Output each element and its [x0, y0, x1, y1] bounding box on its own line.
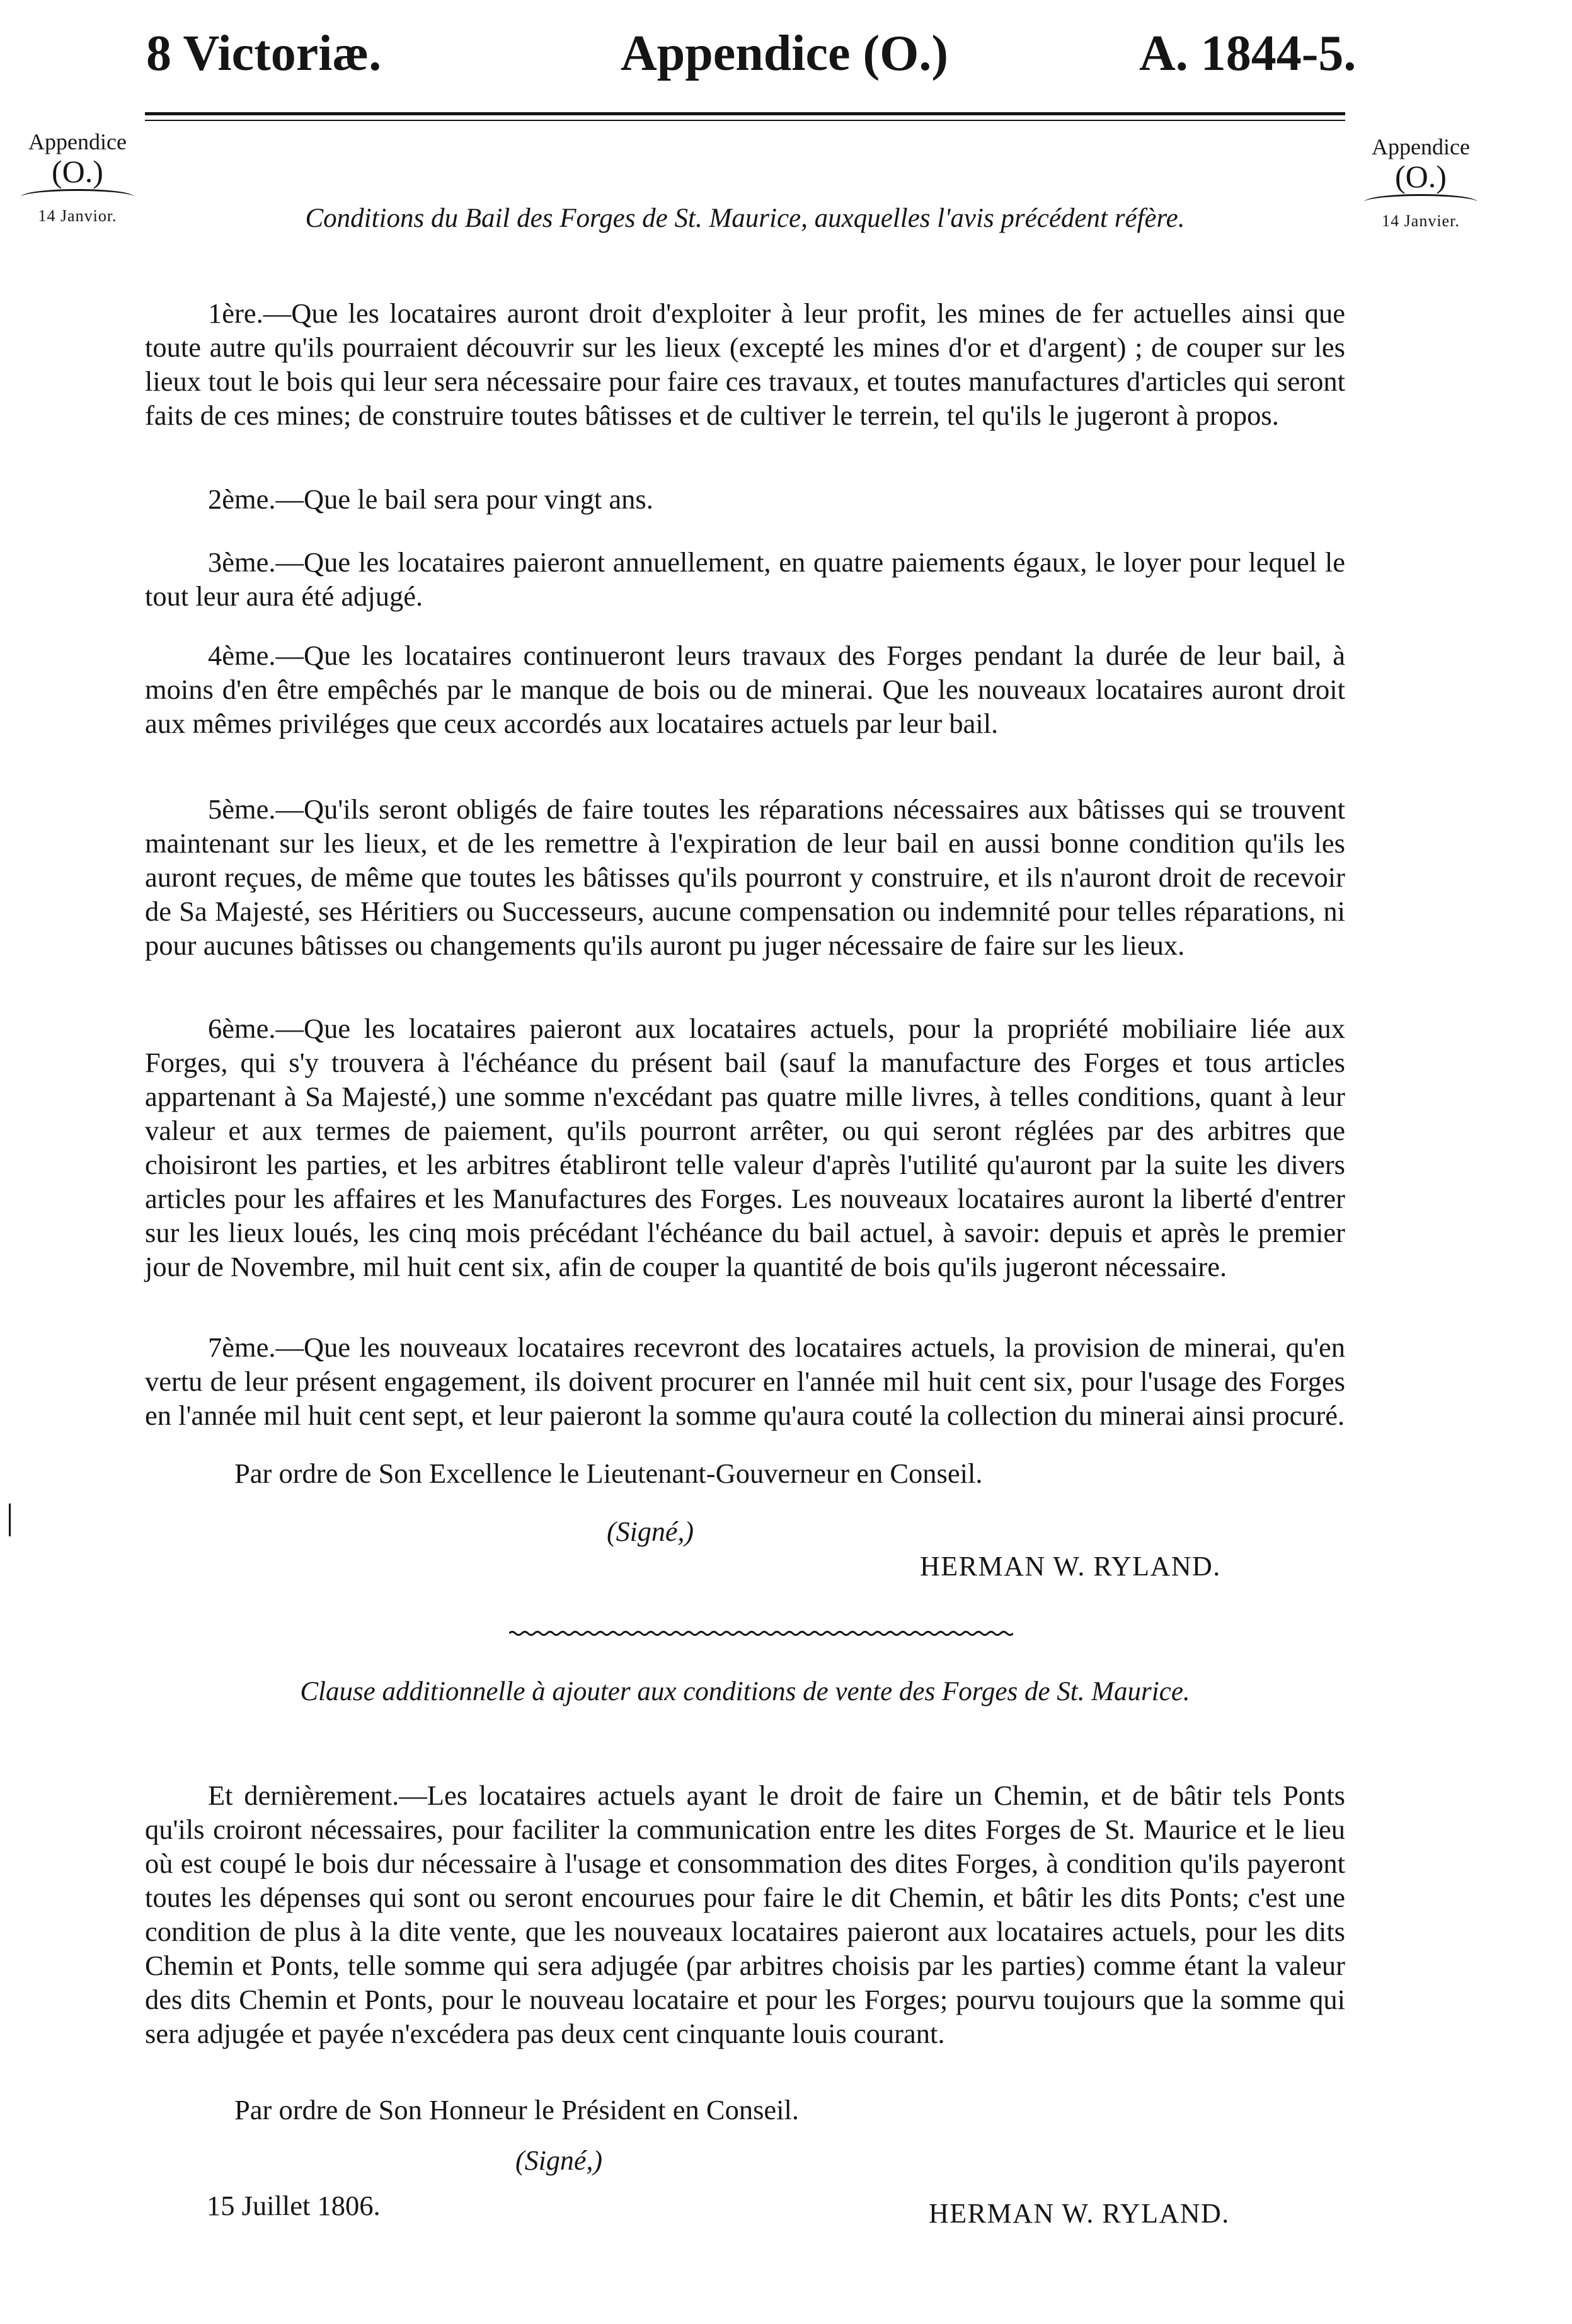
condition-paragraph-7: 7ème.—Que les nouveaux locataires recevront des locataires actuels, la provision de minerai, qu'en vertu de leur présent engagement, ils doivent procurer en l'année mil huit cent six, pour l'usage des Forges en l'année mil huit cent sept, et leur paieront la somme qu'aura couté la collection du minerai ainsi procuré.: [145, 1331, 1345, 1431]
condition-paragraph-1: 1ère.—Que les locataires auront droit d'exploiter à leur profit, les mines de fer actuelles ainsi que toute autre qu'ils pourraient découvrir sur les lieux (excepté les mines d'or et d'argent) ; de couper sur les lieux tout le bois qui leur sera nécessaire pour faire ces travaux, et toutes manufactures d'articles qui seront faits de ces mines; de construire toutes bâtisses et de cultiver le terrein, tel qu'ils le jugeront à propos.: [145, 297, 1345, 431]
condition-paragraph-4: 4ème.—Que les locataires continueront leurs travaux des Forges pendant la durée de leur bail, à moins d'en être empêchés par le manque de bois ou de minerai. Que les nouveaux locataires auront droit aux mêmes priviléges que ceux accordés aux locataires actuels par leur bail.: [145, 639, 1345, 739]
condition-paragraph-6: 6ème.—Que les locataires paieront aux locataires actuels, pour la propriété mobiliaire liée aux Forges, qui s'y trouvera à l'échéance du présent bail (sauf la manufacture des Forges et tous articles appartenant à Sa Majesté,) une somme n'excédant pas quatre mille livres, à telles conditions, quant à leur valeur et aux termes de paiement, qu'ils pourront arrêter, ou qui seront réglées par des arbitres que choisiront les parties, et les arbitres établiront telle valeur d'après l'utilité qu'auront par la suite les divers articles pour les affaires et les Manufactures des Forges. Les nouveaux locataires auront la liberté d'entrer sur les lieux loués, les cinq mois précédant l'échéance du bail actuel, à savoir: depuis et après le premier jour de Novembre, mil huit cent six, afin de couper la quantité de bois qu'ils jugeront nécessaire.: [145, 1012, 1345, 1282]
signatory-name: HERMAN W. RYLAND.: [929, 2198, 1230, 2229]
margin-appendix-mark: (O.): [52, 153, 103, 189]
brace-icon: [1364, 194, 1477, 210]
section-heading-clause: Clause additionnelle à ajouter aux conditions de vente des Forges de St. Maurice.: [300, 1677, 1190, 1706]
condition-paragraph-5: 5ème.—Qu'ils seront obligés de faire toutes les réparations nécessaires aux bâtisses qui se trouvent maintenant sur les lieux, et de les remettre à l'expiration de leur bail en aussi bonne condition qu'ils les auront reçues, de même que toutes les bâtisses qu'ils pourront y construire, et ils n'auront droit de recevoir de Sa Majesté, ses Héritiers ou Successeurs, aucune compensation ou indemnité pour telles réparations, ni pour aucunes bâtisses ou changements qu'ils auront pu juger nécessaire de faire sur les lieux.: [145, 793, 1345, 961]
document-date: 15 Juillet 1806.: [207, 2190, 381, 2221]
margin-appendix-label: Appendice: [28, 129, 127, 154]
order-line: Par ordre de Son Excellence le Lieutenant-Gouverneur en Conseil.: [234, 1458, 983, 1489]
margin-date: 14 Janvior.: [38, 207, 117, 226]
condition-paragraph-2: 2ème.—Que le bail sera pour vingt ans.: [208, 483, 653, 515]
section-heading-conditions: Conditions du Bail des Forges de St. Maurice, auxquelles l'avis précédent réfère.: [305, 204, 1185, 233]
margin-date: 14 Janvier.: [1382, 212, 1460, 231]
header-rule-thin: [145, 120, 1345, 121]
margin-mark: [9, 1504, 11, 1536]
header-session: 8 Victoriæ.: [146, 26, 382, 81]
margin-note-left: [11, 130, 144, 226]
header-appendix: Appendice (O.): [621, 26, 948, 81]
margin-appendix-label: Appendice: [1372, 134, 1470, 159]
header-rule-thick: [145, 112, 1345, 115]
signed-label: (Signé,): [515, 2145, 603, 2176]
brace-icon: [21, 189, 134, 205]
order-line: Par ordre de Son Honneur le Président en Conseil.: [234, 2094, 799, 2126]
margin-note-right: [1355, 135, 1487, 231]
section-divider: [509, 1629, 1013, 1638]
signed-label: (Signé,): [607, 1516, 694, 1547]
clause-paragraph: Et dernièrement.—Les locataires actuels ayant le droit de faire un Chemin, et de bâtir tels Ponts qu'ils croiront nécessaires, pour faciliter la communication entre les dites Forges de St. Maurice et le lieu où est coupé le bois dur nécessaire à l'usage et consommation des dites Forges, à condition qu'ils payeront toutes les dépenses qui sont ou seront encourues pour faire le dit Chemin, et bâtir les dits Ponts; c'est une condition de plus à la dite vente, que les nouveaux locataires paieront aux locataires actuels, pour les dits Chemin et Ponts, telle somme qui sera adjugée (par arbitres choisis par les parties) comme étant la valeur des dits Chemin et Ponts, pour le nouveau locataire et pour les Forges; pourvu toujours que la somme qui sera adjugée et payée n'excédera pas deux cent cinquante louis courant.: [145, 1779, 1345, 2049]
margin-appendix-mark: (O.): [1395, 158, 1447, 194]
condition-paragraph-3: 3ème.—Que les locataires paieront annuellement, en quatre paiements égaux, le loyer pour lequel le tout leur aura été adjugé.: [145, 546, 1345, 612]
signatory-name: HERMAN W. RYLAND.: [920, 1551, 1221, 1582]
header-year: A. 1844-5.: [1139, 26, 1357, 81]
